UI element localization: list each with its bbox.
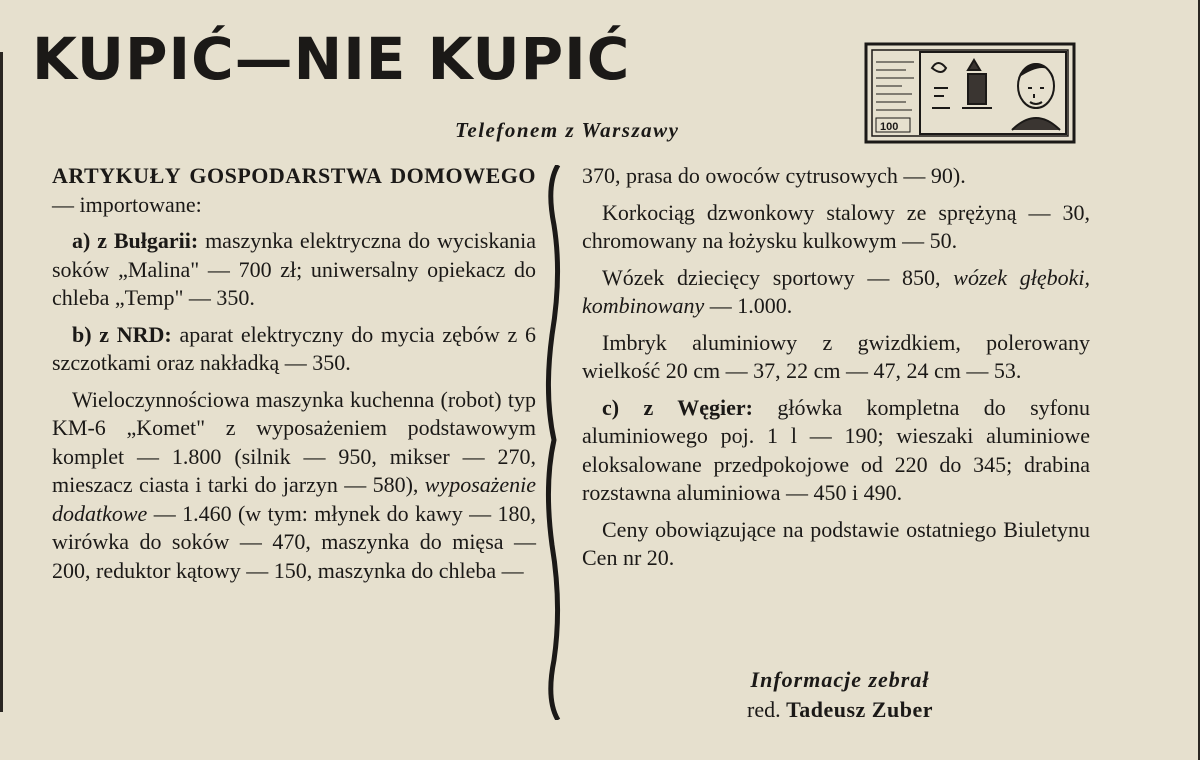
text-nrd: aparat elektryczny do mycia zębów z 6 szczotkami oraz nakładką — 350. (52, 321, 536, 375)
paragraph-nrd (52, 321, 536, 378)
text-stroller-b: — 1.000. (704, 293, 793, 318)
author-name: Tadeusz Zuber (786, 697, 933, 722)
section-heading: ARTYKUŁY GOSPODARSTWA DOMOWEGO (52, 163, 536, 188)
section-heading-tail: — importowane: (52, 191, 202, 217)
signature-block (690, 665, 990, 725)
column-brace-divider (540, 165, 570, 720)
paragraph-corkscrew: Korkociąg dzwonkowy stalowy ze sprężyną — 30, chromowany na łożysku kulkowym — 50. (582, 199, 1090, 253)
paragraph-hungary (582, 394, 1090, 508)
right-column (582, 162, 1090, 581)
byline: Telefonem z Warszawy (455, 118, 680, 142)
text-stroller-a: Wózek dziecięcy sportowy — 850, (602, 264, 954, 290)
banknote-illustration (862, 38, 1078, 148)
text-robot-a: Wieloczynnościowa maszynka kuchenna (robot) typ KM-6 „Komet" z wyposażeniem podstawowym komplet — 1.800 (silnik — 950, mikser — 270, mieszacz ciasta i tarki do jarzyn — 580), (52, 386, 536, 497)
headline: KUPIĆ—NIE KUPIĆ (32, 25, 631, 93)
banknote-value: 100 (880, 121, 899, 133)
paragraph-heading (52, 162, 536, 219)
label-bulgaria: a) z Bułgarii: (72, 228, 199, 253)
left-border-rule (0, 52, 3, 712)
label-hungary: c) z Węgier: (602, 394, 753, 420)
paragraph-stroller (582, 264, 1090, 321)
paragraph-prices-note: Ceny obowiązujące na podstawie ostatniego Biuletynu Cen nr 20. (582, 516, 1090, 570)
author-prefix: red. (747, 697, 787, 722)
left-column (52, 162, 536, 593)
signature-author (690, 695, 990, 725)
text-bulgaria: maszynka elektryczna do wyciskania soków „Malina" — 700 zł; uniwersalny opiekacz do chleba „Temp" — 350. (52, 228, 536, 310)
paragraph-kettle: Imbryk aluminiowy z gwizdkiem, polerowany wielkość 20 cm — 37, 22 cm — 47, 24 cm — 53. (582, 329, 1090, 383)
signature-line: Informacje zebrał (750, 667, 930, 692)
text-robot-italic: wyposażenie dodatkowe (52, 472, 536, 526)
paragraph-bulgaria (52, 227, 536, 313)
text-robot-b: — 1.460 (w tym: młynek do kawy — 180, wirówka do soków — 470, maszynka do mięsa — 200, reduktor kątowy — 150, maszynka do chleba — (52, 500, 536, 583)
label-nrd: b) z NRD: (72, 321, 172, 347)
text-stroller-italic: wózek głęboki, kombinowany (582, 264, 1090, 318)
text-hungary: główka kompletna do syfonu aluminiowego poj. 1 l — 190; wieszaki aluminiowe eloksalowane przedpokojowe od 220 do 345; drabina rozstawna aluminiowa — 450 i 490. (582, 394, 1090, 505)
paragraph-robot (52, 386, 536, 586)
paragraph-citrus: 370, prasa do owoców cytrusowych — 90). (582, 163, 966, 188)
